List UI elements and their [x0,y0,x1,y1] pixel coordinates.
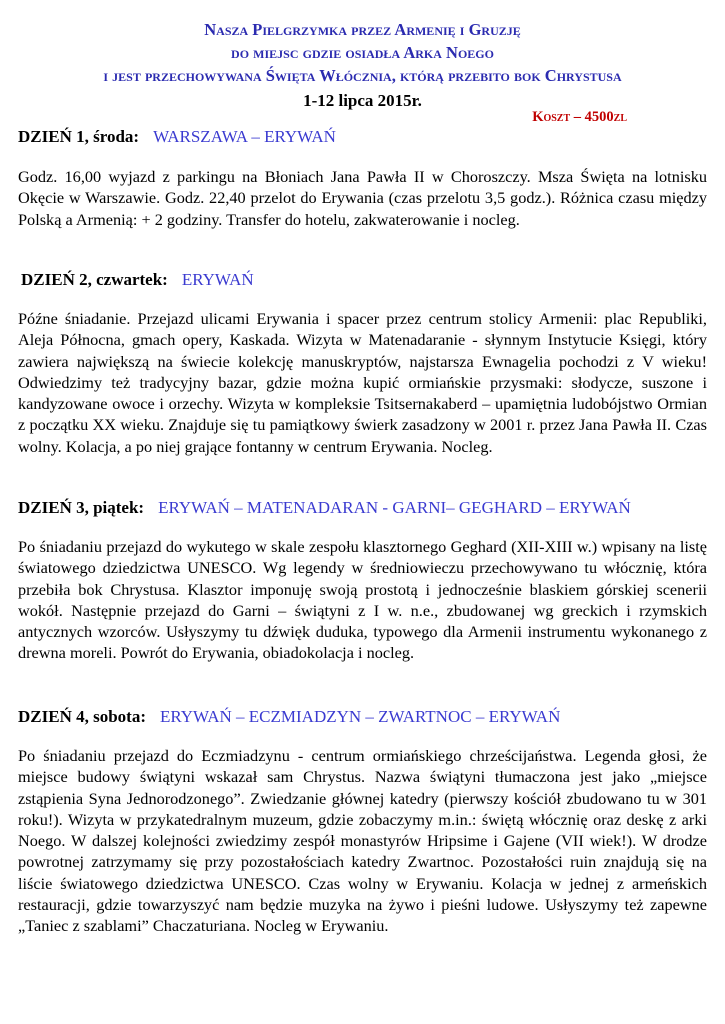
day-2-route: ERYWAŃ [181,270,254,289]
day-4-label: DZIEŃ 4, sobota: [18,707,146,726]
day-1-label: DZIEŃ 1, środa: [18,127,140,146]
day-4-route: ERYWAŃ – ECZMIADZYN – ZWARTNOC – ERYWAŃ [160,707,561,726]
day-1-heading [18,126,336,148]
title-line-3: i jest przechowywana Święta Włócznia, którą przebito bok Chrystusa [103,66,622,85]
day-3-heading [18,497,631,519]
day-1-description: Godz. 16,00 wyjazd z parkingu na Błoniach Jana Pawła II w Choroszczy. Msza Święta na lotnisku Okęcie w Warszawie. Godz. 22,40 przelot do Erywania (czas przelotu 3,5 godz.). Różnica czasu między Polską a Armenią: + 2 godziny. Transfer do hotelu, zakwaterowanie i nocleg. [18,167,707,229]
title-line-2: do miejsc gdzie osiadła Arka Noego [231,43,494,62]
title-line-1: Nasza Pielgrzymka przez Armenię i Gruzję [204,20,521,39]
day-4-description: Po śniadaniu przejazd do Eczmiadzynu - centrum ormiańskiego chrześcijaństwa. Legenda głosi, że miejsce budowy świątyni wskazał sam Chrystus. Nazwa świątyni tłumaczona jest jako „miejsce zstąpienia Syna Jednorodzonego”. Zwiedzanie głównej katedry (pierwszy kościół zbudowano tu w 301 roku!). Wizyta w przykatedralnym muzeum, gdzie zobaczymy m.in.: świętą włócznię oraz deskę z arki Noego. W dalszej kolejności zwiedzimy zespół monastyrów Hripsime i Gajene (VII wiek!). W drodze powrotnej zatrzymamy się przy pozostałościach katedry Zwartnoc. Pozostałości ruin znajdują się na liście światowego dziedzictwa UNESCO. Czas wolny w Erywaniu. Kolacja w jednej z armeńskich restauracji, gdzie towarzyszyć nam będzie muzyka na żywo i pieśni ludowe. Usłyszymy też zapewne „Taniec z szablami” Chaczaturiana. Nocleg w Erywaniu. [18,746,707,936]
day-1-route: WARSZAWA – ERYWAŃ [153,127,336,146]
day-3-description: Po śniadaniu przejazd do wykutego w skale zespołu klasztornego Geghard (XII-XIII w.) wpisany na listę światowego dziedzictwa UNESCO. Wg legendy w średniowieczu przechowywano tu włócznię, która przebiła bok Chrystusa. Klasztor imponuję swoją prostotą i jednocześnie blaskiem górskiej scenerii wokół. Następnie przejazd do Garni – świątyni z I w. n.e., zbudowanej wg greckich i rzymskich antycznych wzorców. Usłyszymy tu dźwięk duduka, typowego dla Armenii instrumentu wykonanego z drewna moreli. Powrót do Erywania, obiadokolacja i nocleg. [18,537,707,663]
trip-cost: Koszt – 4500zl [532,109,627,125]
day-2-heading [21,269,254,291]
day-3-label: DZIEŃ 3, piątek: [18,498,145,517]
day-2-description: Późne śniadanie. Przejazd ulicami Erywania i spacer przez centrum stolicy Armenii: plac Republiki, Aleja Północna, gmach opery, Kaskada. Wizyta w Matenadaranie - słynnym Instytucie Księgi, który zawiera największą na świecie kolekcję manuskryptów, najstarsza Ewnagelia pochodzi z V wieku! Odwiedzimy też tradycyjny bazar, gdzie można kupić ormiańskie przysmaki: słodycze, suszone i kandyzowane owoce i orzechy. Wizyta w kompleksie Tsitsernakaberd – upamiętnia ludobójstwo Ormian z początku XX wieku. Znajduje się tu pamiątkowy świerk zasadzony w 2001 r. przez Jana Pawła II. Czas wolny. Kolacja, a po niej grające fontanny w centrum Erywania. Nocleg. [18,309,707,456]
day-3-route: ERYWAŃ – MATENADARAN - GARNI– GEGHARD – ERYWAŃ [158,498,631,517]
trip-dates: 1-12 lipca 2015r. [303,91,422,110]
day-4-heading [18,706,560,728]
day-2-label: DZIEŃ 2, czwartek: [21,270,168,289]
